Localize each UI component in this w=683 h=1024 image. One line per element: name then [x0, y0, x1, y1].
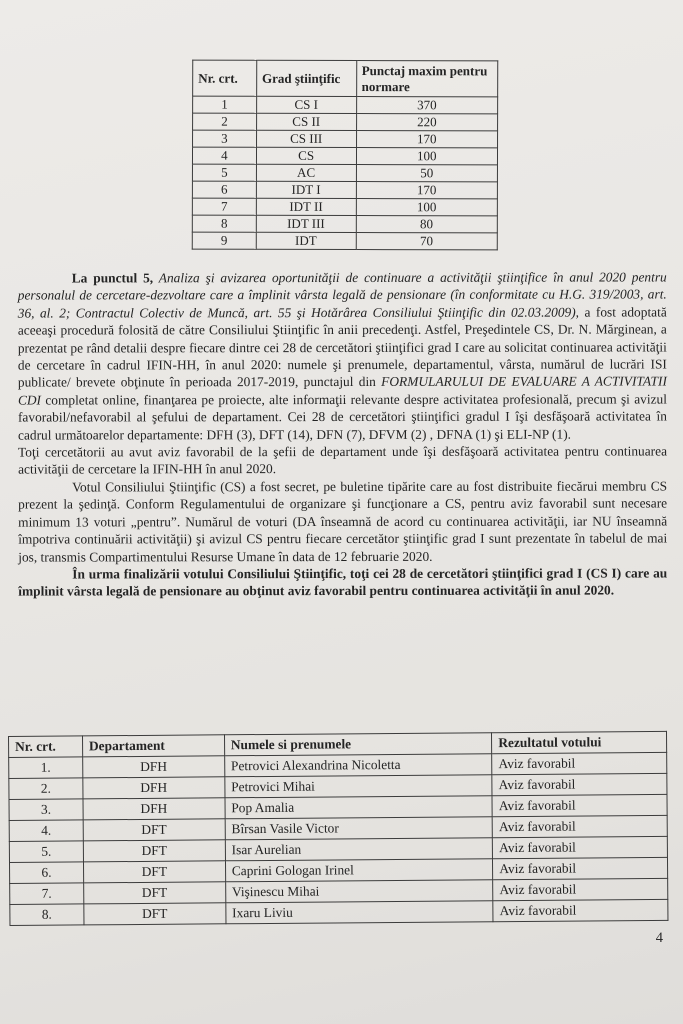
- table-cell: DFT: [83, 819, 225, 841]
- table-cell: 1.: [9, 757, 83, 779]
- table-cell: Bîrsan Vasile Victor: [225, 817, 493, 840]
- table-cell: IDT II: [256, 198, 356, 215]
- column-header: Departament: [82, 735, 224, 757]
- table-cell: Aviz favorabil: [492, 815, 667, 837]
- table-cell: Aviz favorabil: [493, 878, 668, 900]
- table-cell: Petrovici Mihai: [225, 775, 493, 798]
- table-cell: 6: [192, 181, 256, 198]
- body-paragraph-4: În urma finalizării votului Consiliului Ştiinţific, toţi cei 28 de cercetători ştiinţifici grad I (CS I) care au împlinit vârsta legală de pensionare au obţinut aviz favorabil pentru continuarea activităţii în anul 2020.: [18, 565, 668, 599]
- table-cell: 9: [192, 232, 256, 249]
- table-cell: 170: [356, 131, 498, 148]
- table-cell: Aviz favorabil: [493, 836, 668, 858]
- table-cell: DFH: [83, 756, 225, 778]
- table-cell: DFH: [83, 798, 225, 820]
- table-row: [192, 215, 497, 233]
- table-cell: IDT: [256, 232, 356, 249]
- table-cell: 3: [193, 130, 257, 147]
- body-text: [18, 268, 668, 600]
- table-row: [192, 232, 497, 250]
- table-cell: 3.: [9, 799, 83, 821]
- table-cell: 100: [356, 199, 498, 216]
- table-cell: Isar Aurelian: [225, 838, 493, 861]
- table-cell: 80: [356, 216, 498, 233]
- table-row: [193, 96, 498, 114]
- table-cell: 4.: [9, 820, 83, 842]
- paragraph-italic-run: Analiza şi avizarea oportunităţii de continuare a activităţii ştiinţifice în anul 2020 pentru personalul de cercetare-dezvoltare care a împlinit vârsta legală de pensionare (în conformitate cu H.G. 319/2003, art. 36, al. 2; Contractul Colectiv de Muncă, art. 55 şi Hotărârea Consiliului Ştiinţific din 02.03.2009),: [17, 269, 667, 321]
- table-cell: Ixaru Liviu: [226, 901, 494, 924]
- table-cell: Vişinescu Mihai: [225, 880, 493, 903]
- table-cell: 8.: [10, 904, 84, 926]
- table-row: [10, 899, 668, 925]
- table-cell: 5: [192, 164, 256, 181]
- table-cell: Aviz favorabil: [492, 773, 667, 795]
- table-cell: AC: [256, 164, 356, 181]
- table-cell: IDT III: [256, 215, 356, 232]
- body-paragraph-3: Votul Consiliului Ştiinţific (CS) a fost secret, pe buletine tipărite care au fost distribuite fiecărui membru CS prezent la şedinţă. Conform Regulamentului de organizare şi funcţionare a CS, pentru aviz favorabil sunt necesare minimum 13 voturi „pentru”. Numărul de voturi (DA înseamnă de acord cu continuarea activităţii, iar NU înseamnă împotriva continuării activităţii) şi avizul CS pentru fiecare cercetător ştiinţific grad I sunt prezentate în tabelul de mai jos, transmis Compartimentului Resurse Umane în data de 12 februarie 2020.: [18, 478, 668, 565]
- table-row: [193, 113, 498, 131]
- table-cell: Aviz favorabil: [492, 752, 667, 774]
- table-cell: 170: [356, 182, 498, 199]
- table-cell: 2: [193, 113, 257, 130]
- table-cell: DFH: [83, 777, 225, 799]
- table-cell: CS III: [256, 130, 356, 147]
- body-paragraph-2: Toţi cercetătorii au avut aviz favorabil de la şefii de departament unde îşi desfăşoară activitatea pentru continuarea activităţii de cercetare la IFIN-HH în anul 2020.: [18, 443, 668, 478]
- column-header: Numele si prenumele: [224, 733, 492, 756]
- paragraph-lead: La punctul 5,: [71, 270, 154, 286]
- table-cell: Caprini Gologan Irinel: [225, 859, 493, 882]
- table-header-row: [193, 60, 498, 97]
- table-cell: IDT I: [256, 181, 356, 198]
- table-cell: Pop Amalia: [225, 796, 493, 819]
- paragraph-run: completat online, finanţarea pe proiecte, alte informaţii relevante despre activitatea profesională, precum şi avizul favorabil/nefavorabil al şefului de departament. Cei 28 de cercetători ştiinţifici gradul I îşi desfăşoară activitatea în cadrul următoarelor departamente: DFH (3), DFT (14), DFN (7), DFVM (2) , DFNA (1) şi ELI-NP (1).: [17, 391, 667, 443]
- table-cell: Petrovici Alexandrina Nicoletta: [224, 754, 492, 777]
- table-cell: 6.: [9, 862, 83, 884]
- table-cell: 8: [192, 215, 256, 232]
- body-paragraph-1: [18, 268, 667, 443]
- table-cell: DFT: [84, 882, 226, 904]
- column-header: Grad ştiinţific: [256, 60, 356, 96]
- table-cell: 4: [192, 147, 256, 164]
- table-cell: 2.: [9, 778, 83, 800]
- paragraph-italic-run: FORMULARULUI DE EVALUARE A ACTIVITATII CDI: [17, 373, 667, 408]
- column-header: Nr. crt.: [9, 736, 83, 758]
- column-header: Rezultatul votului: [492, 731, 667, 753]
- table-cell: Aviz favorabil: [493, 899, 668, 921]
- table-cell: CS II: [256, 113, 356, 130]
- vote-results-table: [8, 731, 668, 926]
- table-cell: 7: [192, 198, 256, 215]
- column-header: Punctaj maxim pentru normare: [356, 61, 498, 97]
- table-cell: CS: [256, 147, 356, 164]
- table-cell: 370: [356, 97, 498, 114]
- table-cell: Aviz favorabil: [493, 857, 668, 879]
- table-row: [192, 198, 497, 216]
- table-row: [192, 147, 497, 165]
- table-cell: DFT: [83, 840, 225, 862]
- table-cell: 220: [356, 114, 498, 131]
- table-row: [193, 130, 498, 148]
- table-cell: Aviz favorabil: [492, 794, 667, 816]
- paragraph-run: a fost adoptată aceeaşi procedură folosită de către Consiliului Ştiinţific în anii precedenţi. Astfel, Preşedintele CS, Dr. N. Mărginean, a prezentat pe rând detalii despre fiecare dintre cei 28 de cercetători ştiinţifici grad I care au solicitat continuarea activităţii de cercetare în cadrul IFIN-HH, în anul 2020: numele şi prenumele, departamentul, vârsta, numărul de lucrări ISI publicate/ brevete obţinute în perioada 2017-2019, punctajul din: [17, 304, 667, 391]
- table-row: [192, 181, 497, 199]
- table-cell: 1: [193, 96, 257, 113]
- table-cell: DFT: [84, 903, 226, 925]
- column-header: Nr. crt.: [193, 60, 257, 96]
- table-cell: DFT: [83, 861, 225, 883]
- table-cell: 70: [356, 233, 498, 250]
- grade-points-table: [192, 60, 498, 251]
- table-cell: 7.: [10, 883, 84, 905]
- table-cell: CS I: [256, 96, 356, 113]
- page-number: 4: [655, 930, 663, 946]
- table-row: [192, 164, 497, 182]
- table-cell: 5.: [9, 841, 83, 863]
- table-cell: 100: [356, 148, 498, 165]
- table-cell: 50: [356, 165, 498, 182]
